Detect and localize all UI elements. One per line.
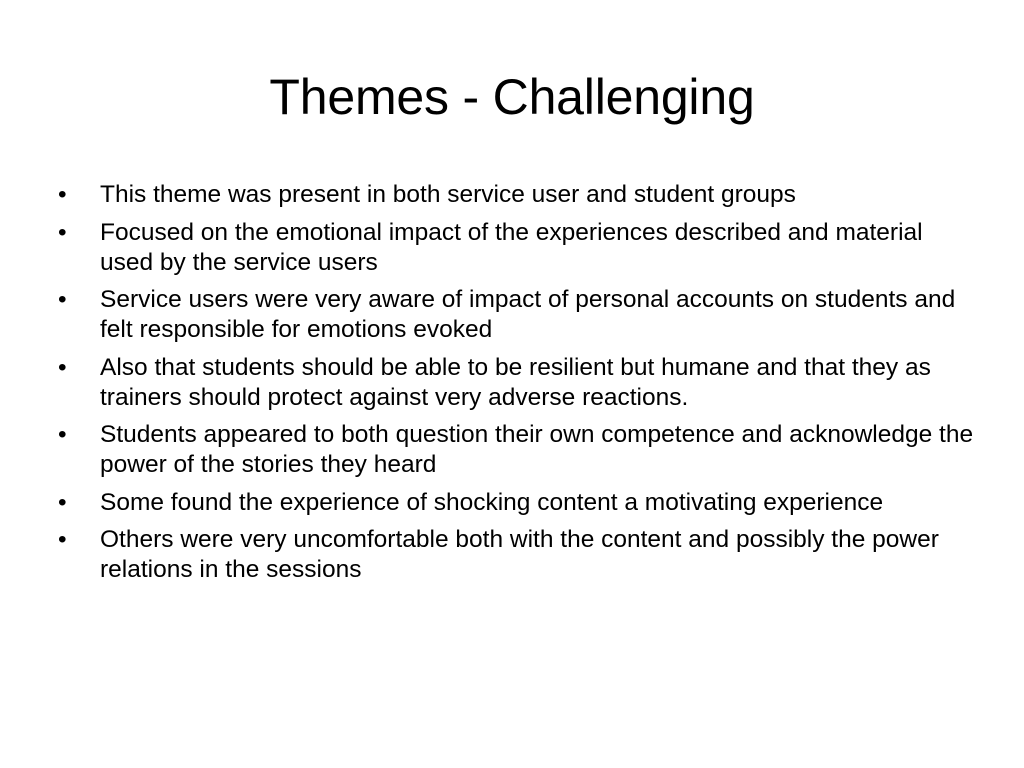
bullet-item [58, 525, 978, 585]
bullet-icon: • [58, 421, 67, 448]
bullet-text: Service users were very aware of impact of personal accounts on students and felt responsible for emotions evoked [100, 286, 956, 343]
bullet-item [58, 420, 978, 480]
bullet-text: This theme was present in both service user and student groups [100, 181, 796, 208]
bullet-text: Also that students should be able to be resilient but humane and that they as trainers should protect against very adverse reactions. [100, 353, 931, 411]
bullet-text: Some found the experience of shocking content a motivating experience [100, 488, 884, 516]
bullet-text: Students appeared to both question their own competence and acknowledge the power of the stories they heard [100, 421, 974, 478]
bullet-icon: • [58, 218, 67, 246]
bullet-icon: • [58, 353, 67, 381]
bullet-item [58, 218, 978, 278]
bullet-item [58, 353, 978, 413]
bullet-text: Focused on the emotional impact of the experiences described and material used by the service users [100, 218, 923, 276]
bullet-icon: • [58, 286, 67, 313]
bullet-item [58, 180, 978, 210]
slide-title: Themes - Challenging [269, 69, 755, 125]
bullet-list [58, 180, 978, 593]
bullet-text: Others were very uncomfortable both with the content and possibly the power relations in the sessions [100, 526, 939, 583]
bullet-item [58, 285, 978, 345]
bullet-icon: • [58, 181, 67, 208]
bullet-item [58, 488, 978, 518]
bullet-icon: • [58, 526, 67, 553]
bullet-icon: • [58, 488, 67, 516]
